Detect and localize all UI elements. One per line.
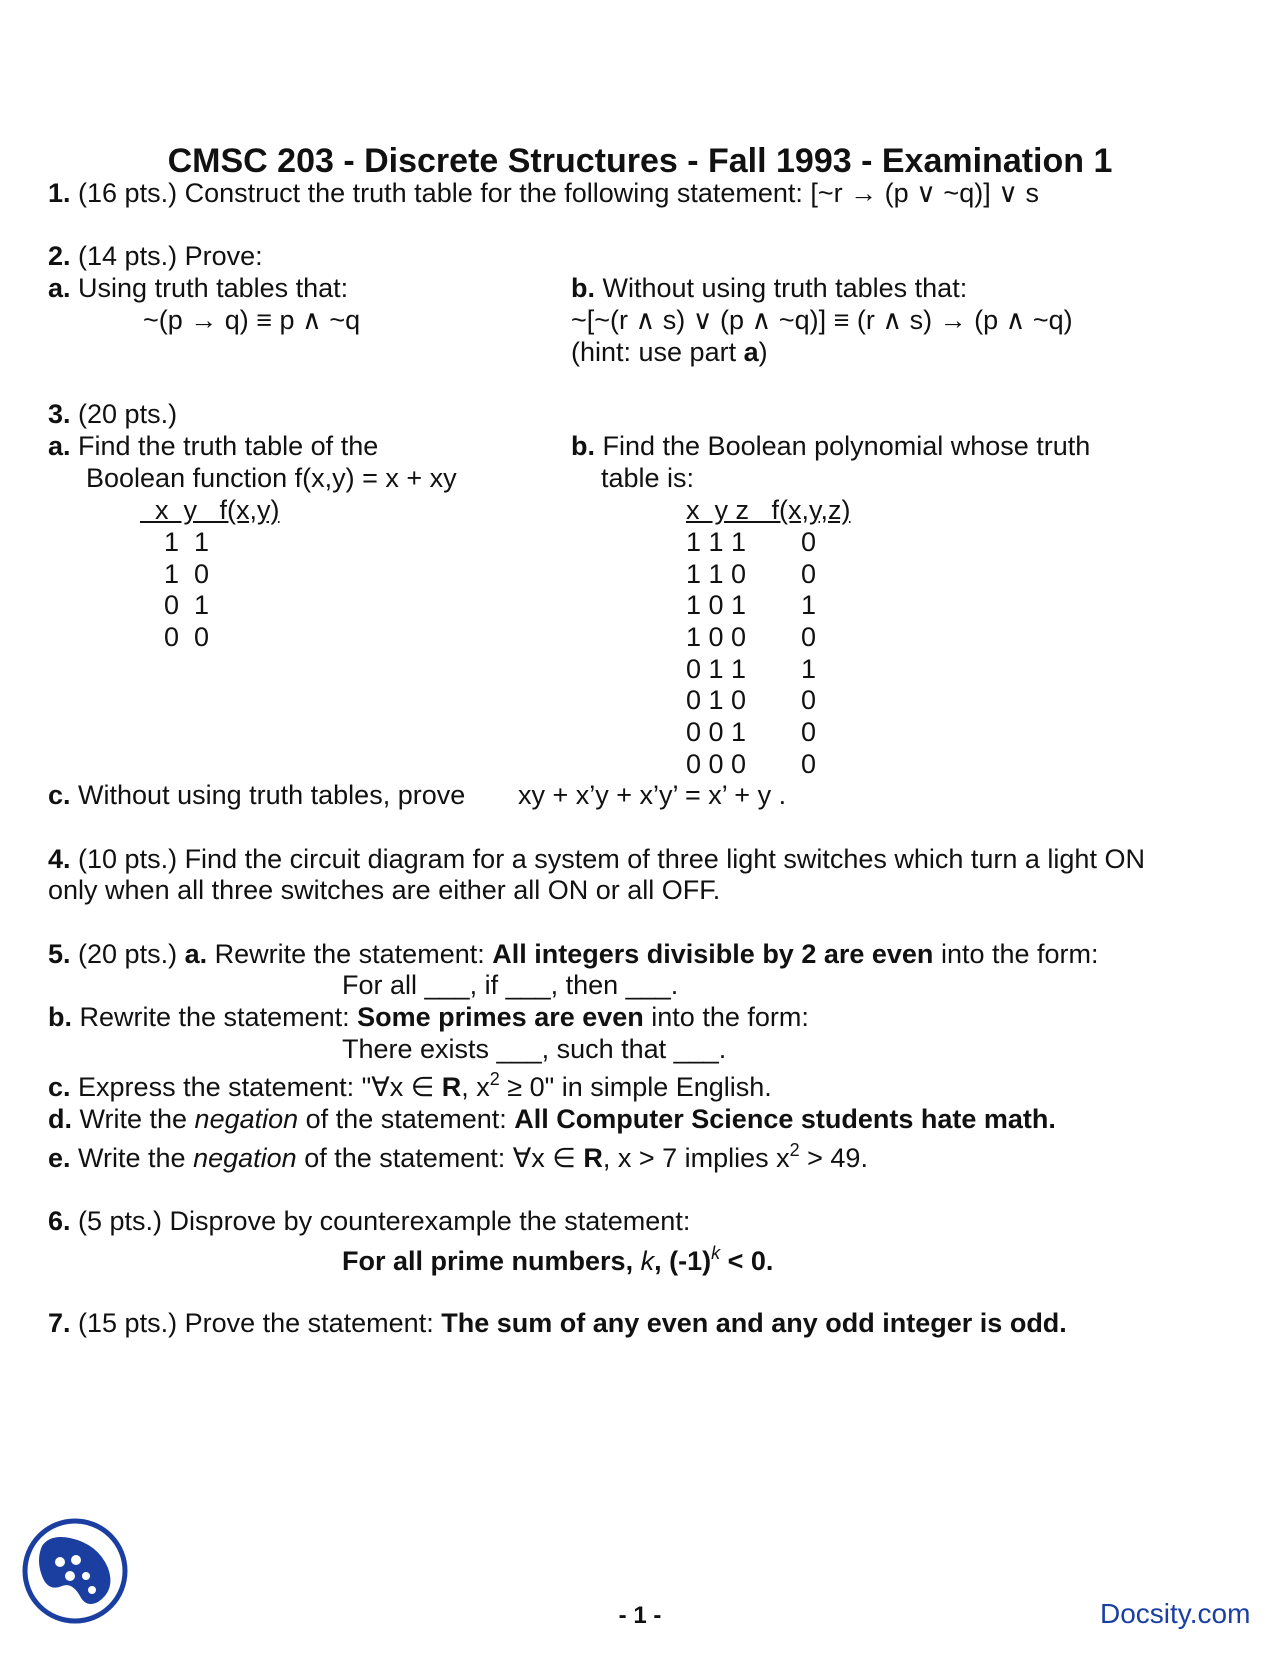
truth-table-b-f: 0 <box>801 559 817 589</box>
page-number: - 1 - <box>618 1602 662 1629</box>
question-2a-label: a. <box>48 273 71 303</box>
question-6-stmt-mid: , (-1) <box>654 1246 712 1276</box>
question-5a-statement: All integers divisible by 2 are even <box>492 939 934 969</box>
question-5d-pre: Write the <box>72 1104 195 1134</box>
question-7 <box>48 1307 1067 1340</box>
question-5c-mid: , x <box>461 1072 490 1102</box>
question-1-number: 1. <box>48 178 71 208</box>
question-2b-hint <box>571 336 768 369</box>
truth-table-b-xyz: 0 1 1 <box>686 654 747 684</box>
hint-pre: (hint: use part <box>571 337 744 367</box>
question-5c-label: c. <box>48 1072 71 1102</box>
question-5b <box>48 1001 809 1034</box>
question-4-line1 <box>48 843 1145 876</box>
question-2-head-text: (14 pts.) Prove: <box>70 241 263 271</box>
truth-table-b-f: 1 <box>801 590 817 620</box>
question-5e-mid2: , x > 7 implies x <box>602 1143 790 1173</box>
question-5c-post: ≥ 0" in simple English. <box>499 1072 772 1102</box>
question-5e-post: > 49. <box>799 1143 868 1173</box>
question-6-text: (5 pts.) Disprove by counterexample the statement: <box>70 1206 691 1236</box>
question-3-head-text: (20 pts.) <box>70 399 178 429</box>
question-5e-reals: R <box>583 1143 603 1173</box>
question-1 <box>48 177 1039 210</box>
question-5c-exponent: 2 <box>489 1069 500 1089</box>
truth-table-a-row: 0 0 <box>164 622 210 652</box>
question-7-statement: The sum of any even and any odd integer is odd. <box>441 1308 1067 1338</box>
question-5a <box>48 938 1099 971</box>
question-7-pre: (15 pts.) Prove the statement: <box>70 1308 442 1338</box>
truth-table-a-row: 1 0 <box>164 559 210 589</box>
question-5e-negation: negation <box>193 1143 297 1173</box>
question-3a-line1: Find the truth table of the <box>70 431 379 461</box>
question-5c-pre: Express the statement: "∀x ∈ <box>70 1072 442 1102</box>
question-5a-label: a. <box>184 939 208 969</box>
question-7-number: 7. <box>48 1308 71 1338</box>
hint-post: ) <box>758 337 768 367</box>
truth-table-b-f: 0 <box>801 685 817 715</box>
question-2b-formula: ~[~(r ∧ s) ∨ (p ∧ ~q)] ≡ (r ∧ s) → (p ∧ ~q) <box>571 305 1073 335</box>
question-1-text: (16 pts.) Construct the truth table for the following statement: [~r → (p ∨ ~q)] ∨ s <box>70 178 1039 208</box>
truth-table-b-xyz: 1 0 0 <box>686 622 747 652</box>
truth-table-b-f: 0 <box>801 527 817 557</box>
question-5a-pre: Rewrite the statement: <box>207 939 493 969</box>
question-3b-label: b. <box>571 431 595 461</box>
truth-table-b-f: 0 <box>801 622 817 652</box>
question-6 <box>48 1205 690 1238</box>
truth-table-b-xyz: 0 1 0 <box>686 685 747 715</box>
question-5d-statement: All Computer Science students hate math. <box>514 1104 1056 1134</box>
question-5b-post: into the form: <box>643 1002 809 1032</box>
question-5d <box>48 1103 1056 1136</box>
truth-table-b-f: 1 <box>801 654 817 684</box>
question-2b-text: Without using truth tables that: <box>595 273 968 303</box>
truth-table-b-xyz: 1 0 1 <box>686 590 747 620</box>
question-5d-negation: negation <box>194 1104 299 1134</box>
truth-table-b-xyz: 0 0 0 <box>686 749 747 779</box>
question-5d-mid: of the statement: <box>298 1104 515 1134</box>
truth-table-a-row: 1 1 <box>164 527 210 557</box>
question-4-number: 4. <box>48 844 71 874</box>
truth-table-a-row: 0 1 <box>164 590 210 620</box>
question-5d-label: d. <box>48 1104 72 1134</box>
question-6-number: 6. <box>48 1206 71 1236</box>
question-2b-label: b. <box>571 273 595 303</box>
question-3c-formula: xy + x’y + x’y’ = x’ + y . <box>518 780 787 810</box>
question-6-k: k <box>640 1246 655 1276</box>
question-4-line2: only when all three switches are either all ON or all OFF. <box>48 875 721 905</box>
question-2a-formula: ~(p → q) ≡ p ∧ ~q <box>143 305 361 335</box>
question-5a-post: into the form: <box>933 939 1099 969</box>
truth-table-b-f: 0 <box>801 749 817 779</box>
page-title: CMSC 203 - Discrete Structures - Fall 1993 - Examination 1 <box>167 142 1113 180</box>
truth-table-b-xyz: 0 0 1 <box>686 717 747 747</box>
question-5-number: 5. <box>48 939 71 969</box>
question-3c-label: c. <box>48 780 71 810</box>
question-5e <box>48 1142 868 1175</box>
question-5b-form: There exists ___, such that ___. <box>342 1034 727 1064</box>
question-6-stmt-post: < 0. <box>720 1246 774 1276</box>
question-4-text: (10 pts.) Find the circuit diagram for a system of three light switches which turn a light ON <box>70 844 1145 874</box>
truth-table-b-header: x y z f(x,y,z) <box>686 495 851 525</box>
question-6-statement <box>342 1245 773 1278</box>
question-5-head: (20 pts.) <box>70 939 185 969</box>
question-5e-label: e. <box>48 1143 71 1173</box>
question-5e-pre: Write the <box>70 1143 194 1173</box>
truth-table-b-f: 0 <box>801 717 817 747</box>
question-3a-line2: Boolean function f(x,y) = x + xy <box>86 463 457 493</box>
question-2-number: 2. <box>48 241 71 271</box>
docsity-link[interactable]: Docsity.com <box>1100 1598 1251 1629</box>
question-5e-exponent: 2 <box>789 1140 800 1160</box>
question-2b <box>571 272 967 305</box>
question-3-number: 3. <box>48 399 71 429</box>
question-2-heading <box>48 240 263 273</box>
question-5e-mid: of the statement: ∀x ∈ <box>296 1143 584 1173</box>
question-3c <box>48 779 465 812</box>
question-3-heading <box>48 398 177 431</box>
truth-table-b-xyz: 1 1 1 <box>686 527 747 557</box>
question-2a-text: Using truth tables that: <box>70 273 349 303</box>
question-5b-label: b. <box>48 1002 72 1032</box>
question-3b-line1: Find the Boolean polynomial whose truth <box>595 431 1091 461</box>
question-5b-statement: Some primes are even <box>357 1002 644 1032</box>
truth-table-b-xyz: 1 1 0 <box>686 559 747 589</box>
question-5c <box>48 1071 772 1104</box>
question-6-exponent: k <box>711 1243 721 1263</box>
question-3b-line2: table is: <box>601 463 695 493</box>
question-5a-form: For all ___, if ___, then ___. <box>342 970 679 1000</box>
question-5b-pre: Rewrite the statement: <box>72 1002 358 1032</box>
question-2a <box>48 272 348 305</box>
question-3a-label: a. <box>48 431 71 461</box>
question-3a <box>48 430 378 463</box>
hint-bold: a <box>743 337 759 367</box>
question-3b <box>571 430 1090 463</box>
question-6-stmt-pre: For all prime numbers, <box>342 1246 641 1276</box>
truth-table-a-header: x y f(x,y) <box>140 495 280 525</box>
question-5c-reals: R <box>441 1072 462 1102</box>
question-3c-text: Without using truth tables, prove <box>70 780 466 810</box>
